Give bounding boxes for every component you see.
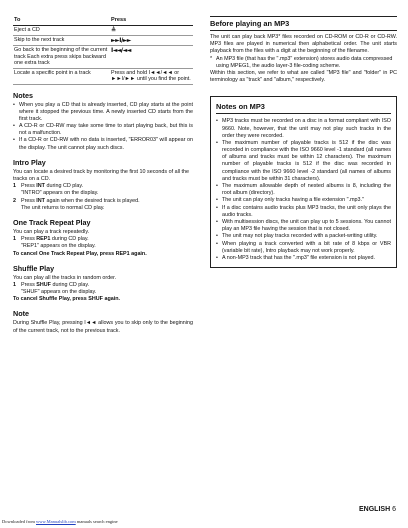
intro-step-1-sub: "INTRO" appears on the display.	[21, 190, 99, 197]
step-text: Press	[21, 197, 37, 204]
eject-icon: ≜	[110, 25, 193, 35]
repeat-step-1-sub: "REP1" appears on the display.	[21, 243, 96, 250]
shuffle-step-1-sub: "SHUF" appears on the display.	[21, 289, 97, 296]
action-cell: Skip to the next track	[13, 35, 110, 45]
list-item: • The unit can play only tracks having a file extension ".mp3."	[216, 197, 391, 204]
repeat-cancel-text: To cancel One Track Repeat Play, press REP1 again.	[13, 250, 147, 257]
action-cell: Locate a specific point in a track	[13, 68, 110, 84]
table-row	[13, 46, 193, 68]
manualslib-link[interactable]: www.Manualslib.com	[36, 519, 76, 524]
list-item: • If a disc contains audio tracks plus MP3 tracks, the unit only plays the audio tracks.	[216, 205, 391, 219]
note-heading: Note	[13, 309, 29, 319]
control-table-header	[13, 16, 193, 25]
step-number: 2	[13, 197, 16, 204]
download-prefix: Downloaded from	[2, 519, 36, 524]
press-cell: Press and hold I◄◄/◄◄ or ►►I/►► until you find the point.	[110, 68, 193, 84]
shuffle-play-heading: Shuffle Play	[13, 263, 55, 273]
shuf-key-label: SHUF	[36, 281, 51, 288]
before-playing-body: The unit can play back MP3* files recorded on CD-ROM or CD-R or CD-RW. MP3 files are played in numerical then alphabetical order. The unit starts playback from the files with a digit at the beginning of the filename.	[210, 34, 397, 55]
notes-on-mp3-box	[210, 96, 397, 268]
shuffle-play-text: You can play all the tracks in random order.	[13, 274, 117, 281]
before-playing-heading: Before playing an MP3	[210, 19, 397, 31]
table-row	[13, 68, 193, 84]
repeat-step-1	[13, 236, 193, 243]
list-item: • The maximum allowable depth of nested albums is 8, including the root album (directory).	[216, 183, 391, 197]
control-table	[13, 16, 193, 85]
list-item: • The maximum number of playable tracks is 512 if the disc was recorded in compliance with the ISO 9660 level -1 standard (all names of albums and tracks must be within 12 characters). The maximum number of playable tracks is 512 if the disc was recorded in compliance with the ISO 9660 level -2 standard (all names of albums and tracks must be within 31 characters).	[216, 140, 391, 183]
step-text: during CD play.	[50, 236, 89, 243]
notes-heading: Notes	[13, 90, 33, 100]
step-text: Press	[21, 236, 37, 243]
step-text: Press	[21, 183, 37, 190]
list-item: • A CD-R or CD-RW may take some time to start playing back, but this is not a malfunction.	[13, 123, 193, 137]
intro-step-2-sub: The unit returns to normal CD play.	[21, 204, 105, 211]
one-track-repeat-heading: One Track Repeat Play	[13, 217, 91, 227]
shuffle-cancel-text: To cancel Shuffle Play, press SHUF again.	[13, 296, 121, 303]
notes-list	[13, 102, 193, 152]
download-attribution	[2, 519, 118, 524]
download-suffix: manuals search engine	[75, 519, 118, 524]
note-text: During Shuffle Play, pressing I◄◄ allows you to skip only to the beginning of the current track, not to the previous track.	[13, 320, 193, 334]
action-cell: Go back to the beginning of the current track Each extra press skips backward one extra track	[13, 46, 110, 68]
step-text: again when the desired track is played.	[44, 197, 140, 204]
step-text: Press	[21, 281, 37, 288]
notes-on-mp3-heading: Notes on MP3	[216, 102, 391, 114]
step-text: during CD play.	[50, 281, 90, 288]
table-row	[13, 25, 193, 35]
table-row	[13, 35, 193, 45]
step-number: 1	[13, 281, 16, 288]
shuffle-step-1	[13, 282, 193, 289]
list-item: • The unit may not play tracks recorded with a packet-writing utility.	[216, 233, 391, 240]
list-item: • When you play a CD that is already inserted, CD play starts at the point where it stopped the previous time. A newly inserted CD starts from the first track.	[13, 102, 193, 124]
intro-step-1	[13, 183, 193, 190]
before-playing-tail: Within this section, we refer to what are called "MP3 file" and "folder" in PC terminology as "track" and "album," respectively.	[210, 69, 397, 84]
step-number: 1	[13, 183, 16, 190]
intro-play-text: You can locate a desired track by monitoring the first 10 seconds of all the tracks on a CD.	[13, 168, 189, 182]
header-press: Press	[110, 16, 193, 25]
list-item: • With multisession discs, the unit can play up to 5 sessions. You cannot play an MP3 file having the session that is not closed.	[216, 219, 391, 233]
list-item: • If a CD-R or CD-RW with no data is inserted, "ERROR03" will appear on the display. The unit cannot play such discs.	[13, 137, 193, 151]
notes-on-mp3-list	[216, 118, 391, 262]
left-column	[13, 16, 193, 335]
intro-play-heading: Intro Play	[13, 157, 46, 167]
skip-forward-icon: ►►I/►►	[110, 35, 193, 45]
int-key-label: INT	[36, 183, 45, 190]
int-key-label: INT	[36, 197, 45, 204]
right-column	[210, 16, 397, 268]
language-label: ENGLISH	[359, 506, 391, 513]
intro-step-2	[13, 198, 193, 205]
rep1-key-label: REP1	[36, 236, 51, 243]
header-to: To	[13, 16, 110, 25]
one-track-repeat-text: You can play a track repeatedly.	[13, 228, 90, 235]
action-cell: Eject a CD	[13, 25, 110, 35]
list-item: • MP3 tracks must be recorded on a disc in a format compliant with ISO 9660. Note, however, that the unit may not play such tracks in the order they were recorded.	[216, 118, 391, 140]
page-footer	[359, 506, 396, 513]
before-playing-section	[210, 16, 397, 84]
step-text: during CD play.	[44, 183, 84, 190]
list-item: • A non-MP3 track that has the ".mp3" file extension is not played.	[216, 255, 391, 262]
list-item: • When playing a track converted with a bit rate of 8 kbps or VBR (variable bit rate), Intro playback may not work properly.	[216, 241, 391, 255]
mp3-footnote: * An MP3 file (that has the ".mp3" extension) stores audio data compressed using MPEG1, the audio layer-3 file-coding scheme.	[210, 56, 397, 70]
skip-back-icon: I◄◄/◄◄	[110, 46, 193, 68]
step-number: 1	[13, 236, 16, 243]
page-number: 6	[392, 506, 396, 513]
